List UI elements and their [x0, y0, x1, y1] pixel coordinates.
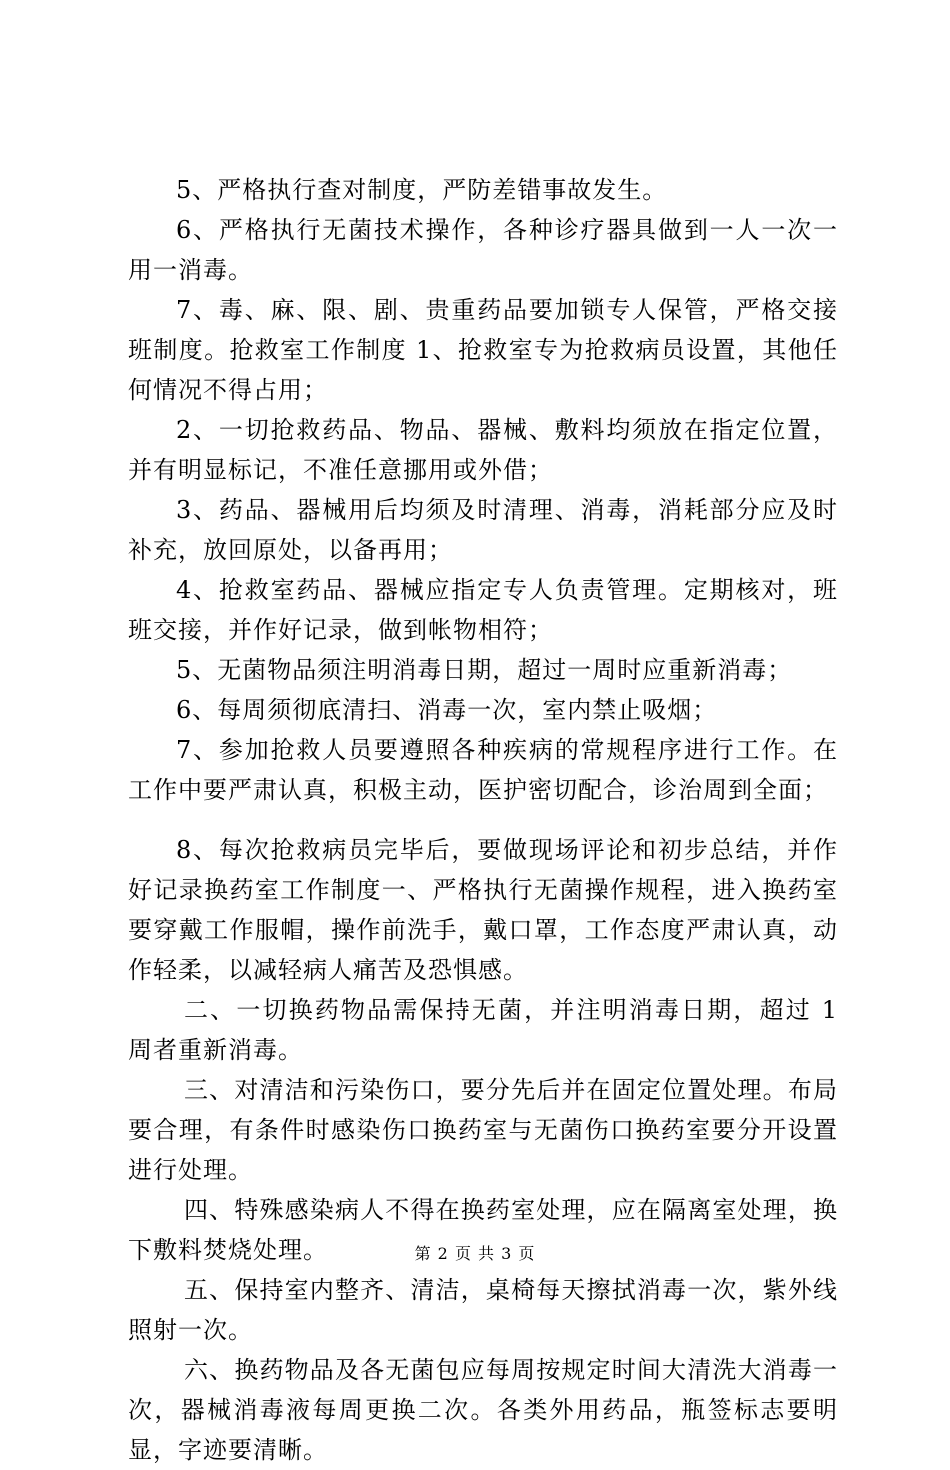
paragraph-weekly-cleaning: 6、每周须彻底清扫、消毒一次，室内禁止吸烟； [176, 696, 718, 724]
paragraph-cleanup-restock: 3、药品、器械用后均须及时清理、消毒，消耗部分应及时补充，放回原处，以备再用； [128, 496, 838, 564]
paragraph-rescue-supplies: 2、一切抢救药品、物品、器械、敷料均须放在指定位置，并有明显标记，不准任意挪用或外借； [128, 416, 838, 484]
page-number-footer: 第 2 页 共 3 页 [414, 1244, 536, 1263]
paragraph-aseptic-operation: 6、严格执行无菌技术操作，各种诊疗器具做到一人一次一用一消毒。 [128, 216, 838, 284]
paragraph-designated-manager: 4、抢救室药品、器械应指定专人负责管理。定期核对，班班交接，并作好记录，做到帐物相符； [128, 576, 838, 644]
paragraph-gap [128, 810, 838, 830]
paragraph-dressing-sterility: 二、一切换药物品需保持无菌，并注明消毒日期，超过 1 周者重新消毒。 [128, 996, 838, 1064]
document-body [128, 170, 838, 1470]
paragraph-drug-custody: 7、毒、麻、限、剧、贵重药品要加锁专人保管，严格交接班制度。抢救室工作制度 1、抢救室专为抢救病员设置，其他任何情况不得占用； [128, 296, 838, 404]
paragraph-post-rescue-summary: 8、每次抢救病员完毕后，要做现场评论和初步总结，并作好记录换药室工作制度一、严格执行无菌操作规程，进入换药室要穿戴工作服帽，操作前洗手，戴口罩，工作态度严肃认真，动作轻柔，以减轻病人痛苦及恐惧感。 [128, 836, 838, 984]
paragraph-rescue-staff: 7、参加抢救人员要遵照各种疾病的常规程序进行工作。在工作中要严肃认真，积极主动，医护密切配合，诊治周到全面； [128, 736, 838, 804]
paragraph-special-infection: 四、特殊感染病人不得在换药室处理，应在隔离室处理，换下敷料焚烧处理。 [128, 1196, 838, 1264]
paragraph-check-system: 5、严格执行查对制度，严防差错事故发生。 [176, 176, 668, 204]
paragraph-weekly-sterilization: 六、换药物品及各无菌包应每周按规定时间大清洗大消毒一次，器械消毒液每周更换二次。各类外用药品，瓶签标志要明显，字迹要清晰。 [128, 1356, 838, 1464]
paragraph-sterile-dating: 5、无菌物品须注明消毒日期，超过一周时应重新消毒； [176, 656, 793, 684]
paragraph-room-cleanliness: 五、保持室内整齐、清洁，桌椅每天擦拭消毒一次，紫外线照射一次。 [128, 1276, 838, 1344]
paragraph-wound-handling: 三、对清洁和污染伤口，要分先后并在固定位置处理。布局要合理，有条件时感染伤口换药室与无菌伤口换药室要分开设置进行处理。 [128, 1076, 838, 1184]
